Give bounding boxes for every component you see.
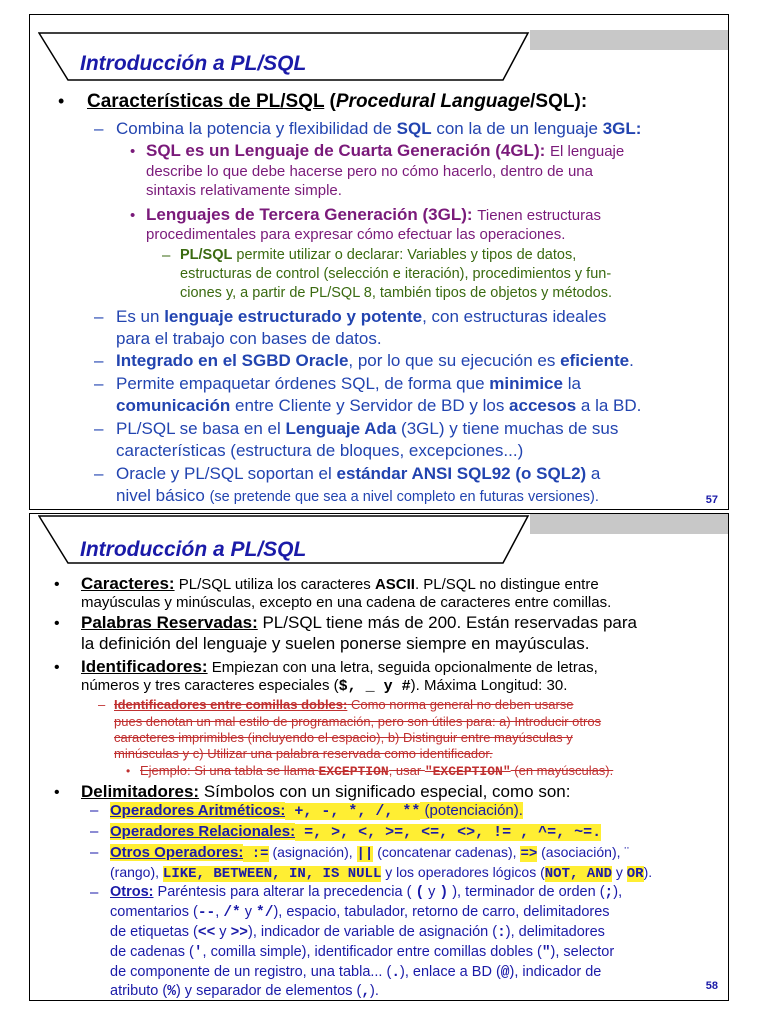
line-integrado: Integrado en el SGBD Oracle, por lo que su ejecución es eficiente. (116, 351, 634, 370)
line-palabras-2: la definición del lenguaje y suelen ponerse siempre en mayúsculas. (81, 634, 590, 653)
dash: – (94, 464, 104, 483)
line-caracteres: Caracteres: PL/SQL utiliza los caracteres ASCII. PL/SQL no distingue entre (81, 574, 599, 593)
bullet-dot: • (126, 764, 131, 778)
line-identificadores: Identificadores: Empiezan con una letra, seguida opcionalmente de letras, (81, 657, 598, 676)
dash: – (90, 844, 99, 861)
dash: – (98, 697, 106, 712)
slide-title: Introducción a PL/SQL (80, 52, 307, 75)
line-otros-5: de componente de un registro, una tabla... (.), enlace a BD (@), indicador de (110, 964, 602, 981)
heading-caracteristicas: Características de PL/SQL (Procedural Language/SQL): (87, 91, 588, 112)
bullet-dot: • (54, 576, 60, 593)
slide-title: Introducción a PL/SQL (80, 538, 307, 561)
dash: – (90, 802, 99, 819)
line-combina: Combina la potencia y flexibilidad de SQL con la de un lenguaje 3GL: (116, 119, 642, 138)
line-comillas-dobles-3: caracteres imprimibles (incluyendo el espacio), b) Distinguir entre mayúsculas y (114, 730, 573, 745)
line-otros-2: comentarios (--, /* y */), espacio, tabulador, retorno de carro, delimitadores (110, 904, 610, 921)
line-empaquetar: Permite empaquetar órdenes SQL, de forma que minimice la (116, 374, 581, 393)
line-otros-4: de cadenas (', comilla simple), identificador entre comillas dobles ("), selector (110, 944, 615, 961)
slide-57 (29, 14, 729, 510)
line-caracteres-2: mayúsculas y minúsculas, excepto en una cadena de caracteres entre comillas. (81, 594, 612, 611)
line-ada-2: características (estructura de bloques, excepciones...) (116, 441, 524, 460)
line-4gl-2: describe lo que debe hacerse pero no cómo hacerlo, dentro de una (146, 163, 593, 180)
line-empaquetar-2: comunicación entre Cliente y Servidor de BD y los accesos a la BD. (116, 396, 642, 415)
line-comillas-dobles-2: pues denotan un mal estilo de programación, pero son útiles para: a) Introducir otros (114, 714, 602, 729)
line-3gl: Lenguajes de Tercera Generación (3GL): Tienen estructuras (146, 205, 601, 224)
line-plsql-permite-3: ciones y, a partir de PL/SQL 8, también tipos de objetos y métodos. (180, 285, 613, 301)
dash: – (94, 307, 104, 326)
line-op-aritmeticos: Operadores Aritméticos: +, -, *, /, ** (potenciación). (110, 802, 523, 820)
line-otros-operadores-2: (rango), LIKE, BETWEEN, IN, IS NULL y los operadores lógicos (NOT, AND y OR). (110, 864, 653, 882)
bullet-dot: • (54, 615, 60, 632)
line-delimitadores: Delimitadores: Símbolos con un significado especial, como son: (81, 782, 571, 801)
slide-number: 57 (705, 494, 718, 506)
dash: – (90, 884, 99, 901)
line-estructurado-2: para el trabajo con bases de datos. (116, 329, 382, 348)
dash: – (90, 823, 99, 840)
line-estructurado: Es un lenguaje estructurado y potente, con estructuras ideales (116, 307, 607, 326)
slide-number: 58 (705, 980, 718, 992)
bullet-dot: • (58, 91, 65, 111)
line-comillas-dobles-4: minúsculas y c) Utilizar una palabra reservada como identificador. (114, 746, 493, 761)
dash: – (162, 247, 171, 264)
line-palabras: Palabras Reservadas: PL/SQL tiene más de 200. Están reservadas para (81, 613, 637, 632)
line-identificadores-2: números y tres caracteres especiales ($, _ y #). Máxima Longitud: 30. (81, 677, 568, 695)
dash: – (94, 351, 104, 370)
line-comillas-dobles: Identificadores entre comillas dobles: Como norma general no deben usarse (114, 697, 574, 712)
line-3gl-2: procedimentales para expresar cómo efectuar las operaciones. (146, 226, 566, 243)
line-otros-3: de etiquetas (<< y >>), indicador de variable de asignación (:), delimitadores (110, 924, 605, 941)
line-ansi-2: nivel básico (se pretende que sea a nivel completo en futuras versiones). (116, 486, 599, 505)
line-4gl: SQL es un Lenguaje de Cuarta Generación (4GL): El lenguaje (146, 141, 625, 160)
line-plsql-permite-2: estructuras de control (selección e iteración), procedimientos y fun- (180, 266, 612, 282)
line-op-relacionales: Operadores Relacionales: =, >, <, >=, <=, <>, != , ^=, ~=. (110, 823, 602, 841)
line-otros-operadores: Otros Operadores: := (asignación), || (concatenar cadenas), => (asociación), ¨ (110, 844, 630, 862)
bullet-dot: • (130, 207, 136, 224)
bullet-dot: • (54, 784, 60, 801)
line-plsql-permite: PL/SQL permite utilizar o declarar: Variables y tipos de datos, (180, 247, 577, 263)
line-otros-6: atributo (%) y separador de elementos (,). (110, 983, 379, 1000)
header-bar (530, 30, 728, 50)
bullet-dot: • (54, 659, 60, 676)
dash: – (94, 419, 104, 438)
dash: – (94, 374, 104, 393)
dash: – (94, 119, 104, 138)
header-bar (530, 514, 728, 534)
line-ada: PL/SQL se basa en el Lenguaje Ada (3GL) y tiene muchas de sus (116, 419, 619, 438)
slide-58 (29, 513, 729, 1001)
line-4gl-3: sintaxis relativamente simple. (146, 182, 342, 199)
line-ejemplo-exception: Ejemplo: Si una tabla se llama EXCEPTION, usar "EXCEPTION" (en mayúsculas). (140, 763, 614, 779)
line-otros: Otros: Paréntesis para alterar la precedencia ( ( y ) ), terminador de orden (;), (110, 884, 623, 901)
bullet-dot: • (130, 143, 136, 160)
line-ansi: Oracle y PL/SQL soportan el estándar ANSI SQL92 (o SQL2) a (116, 464, 601, 483)
